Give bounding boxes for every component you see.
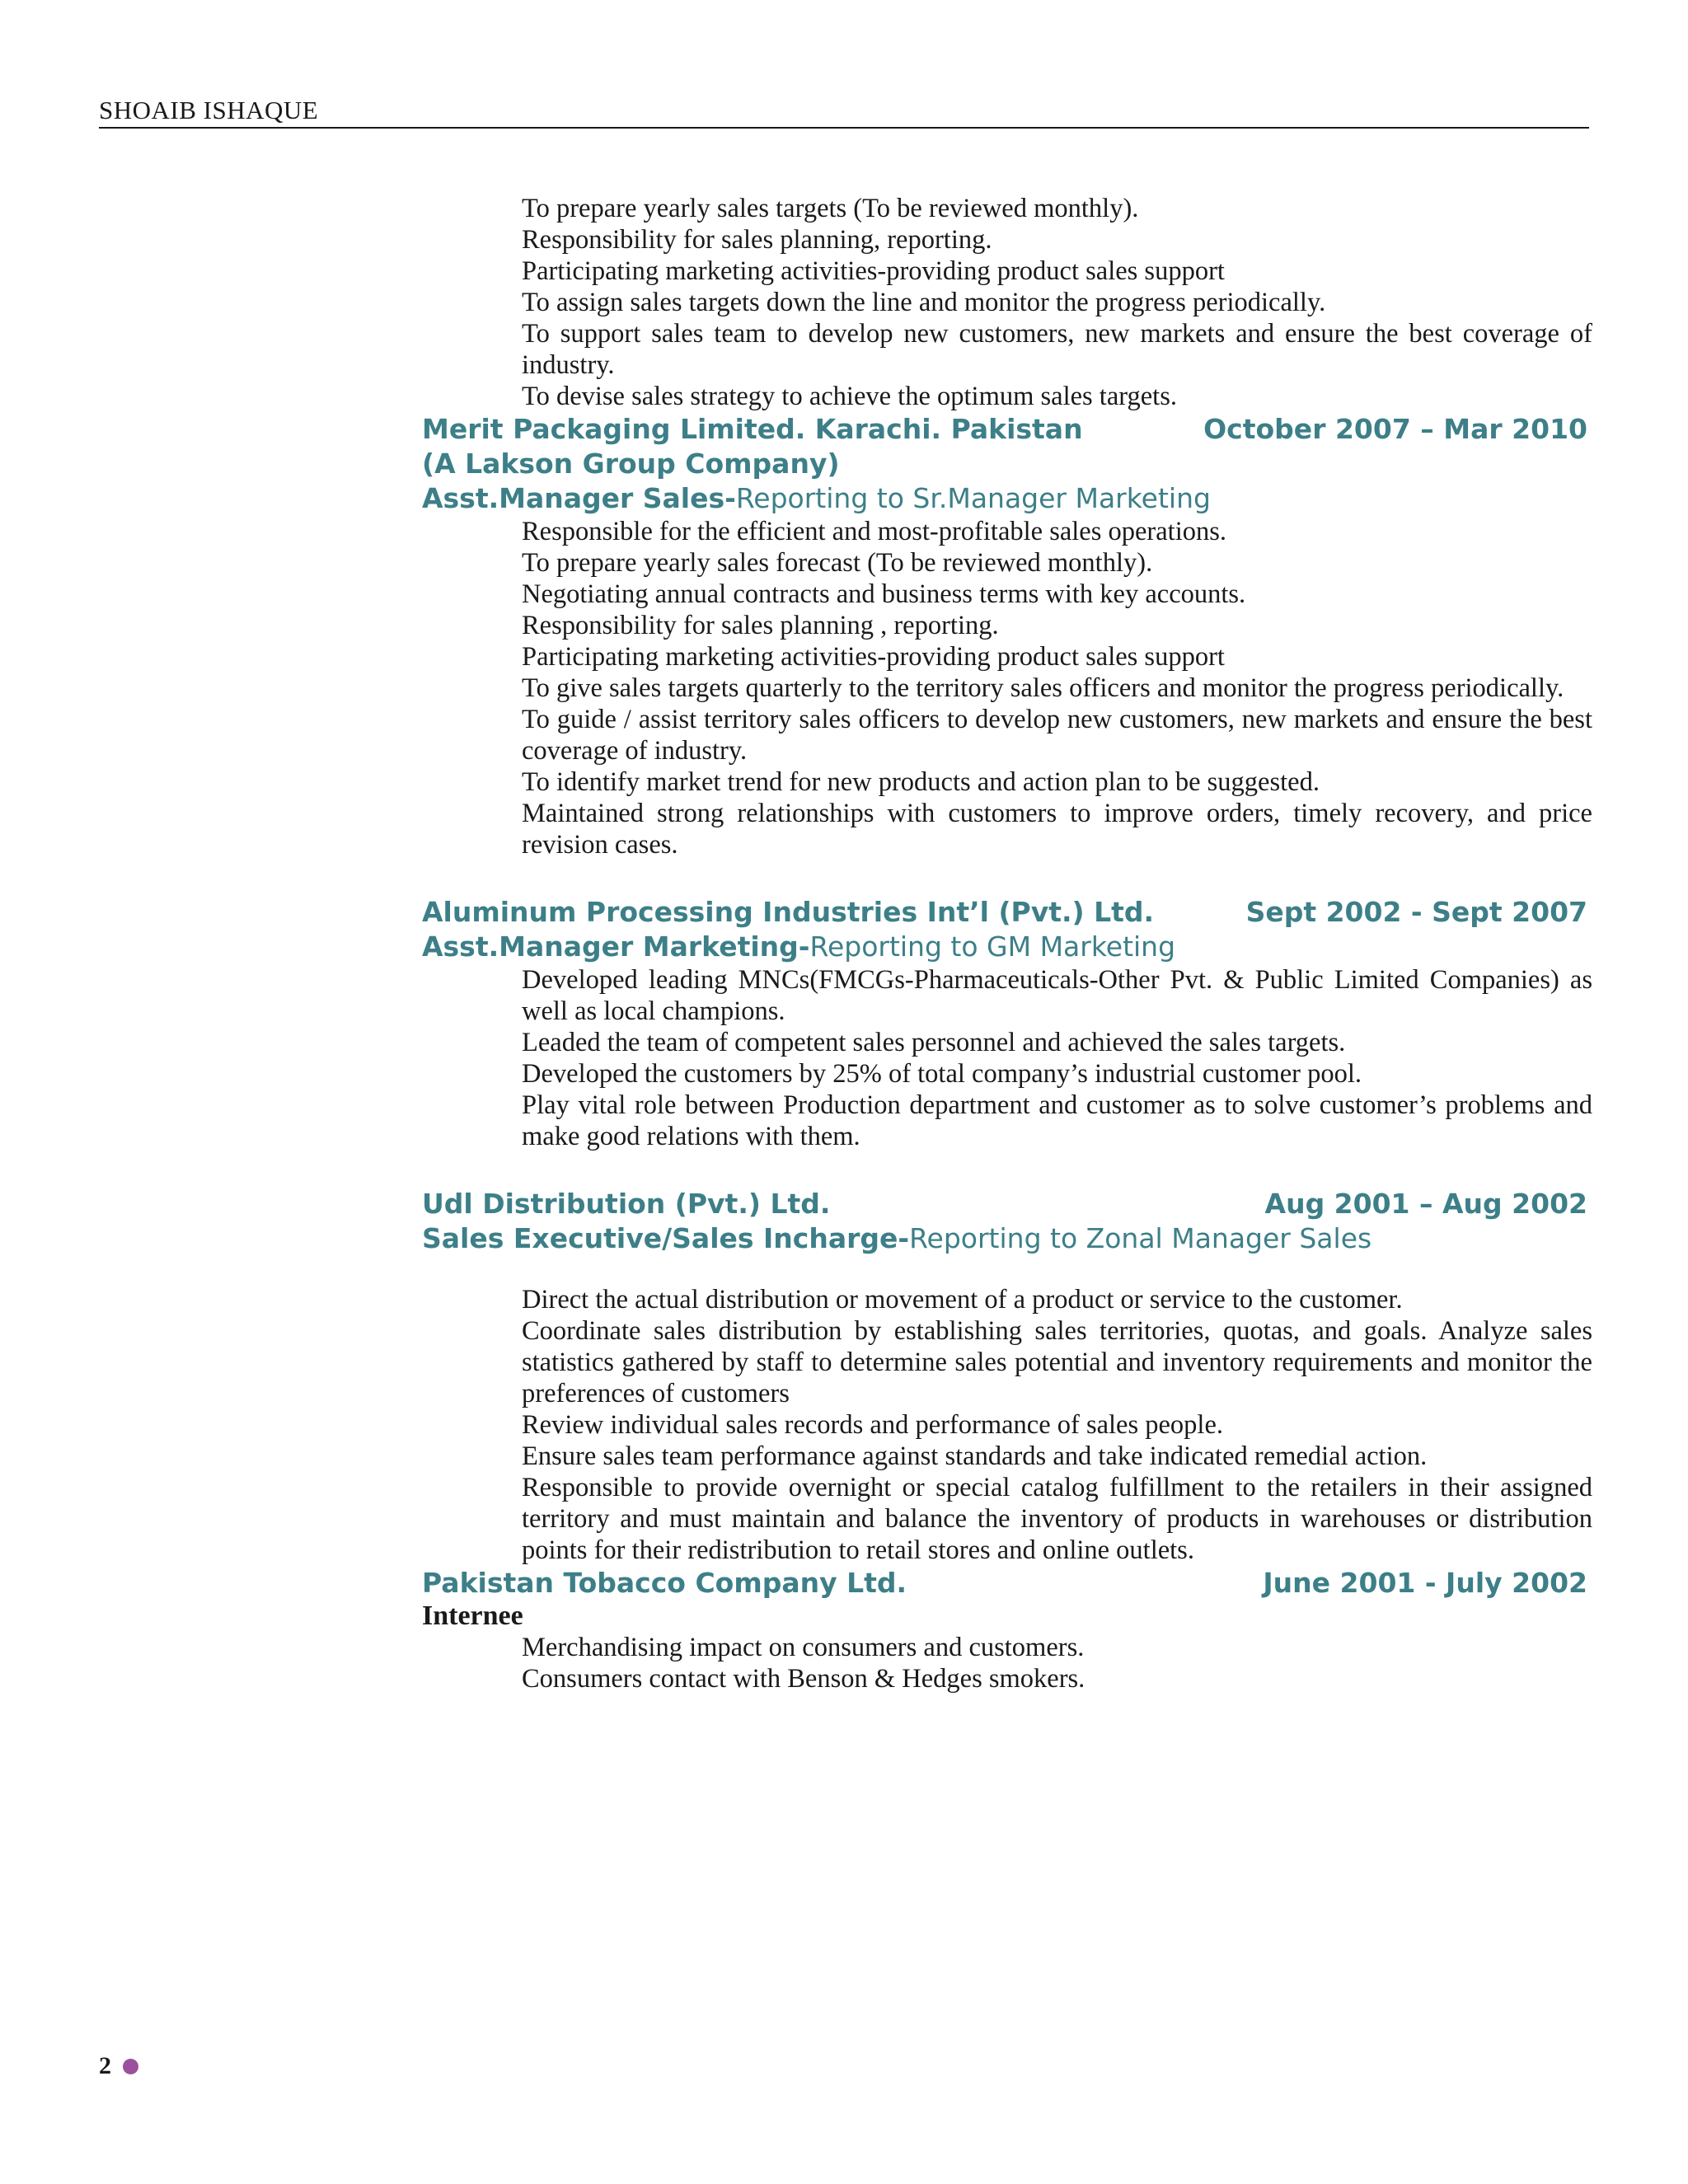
job-role xyxy=(422,481,1592,516)
spacer xyxy=(422,1152,1592,1187)
page-header xyxy=(99,96,1589,129)
reporting-line: Reporting to GM Marketing xyxy=(809,930,1176,963)
employment-dates: Sept 2002 - Sept 2007 xyxy=(1245,896,1587,928)
job-heading xyxy=(422,895,1592,930)
job-pakistan-tobacco xyxy=(422,1566,1592,1694)
company-name: Udl Distribution (Pvt.) Ltd. xyxy=(422,1188,831,1220)
list-item: To prepare yearly sales forecast (To be reviewed monthly). xyxy=(522,548,1153,578)
list-item: Developed leading MNCs(FMCGs-Pharmaceuticals-Other Pvt. & Public Limited Companies) as well as local champions. xyxy=(522,965,1592,1026)
employment-dates: June 2001 - July 2002 xyxy=(1263,1567,1587,1599)
list-item: Responsible for the efficient and most-profitable sales operations. xyxy=(522,517,1226,546)
reporting-line: Reporting to Zonal Manager Sales xyxy=(909,1222,1372,1254)
company-note: (A Lakson Group Company) xyxy=(422,448,840,480)
job-heading xyxy=(422,1566,1592,1601)
list-item: Coordinate sales distribution by establishing sales territories, quotas, and goals. Analyze sales statistics gathered by staff to determine sales potential and inventory requirements and monitor the preferences of customers xyxy=(522,1316,1592,1408)
employment-dates: October 2007 – Mar 2010 xyxy=(1203,413,1587,445)
list-item: Direct the actual distribution or movement of a product or service to the customer. xyxy=(522,1285,1403,1315)
list-item: Responsibility for sales planning, reporting. xyxy=(522,225,992,255)
job-role xyxy=(422,930,1592,964)
job-udl-distribution xyxy=(422,1187,1592,1566)
job-role xyxy=(422,1221,1592,1256)
intro-bullet-list xyxy=(522,193,1592,412)
reporting-line: Reporting to Sr.Manager Marketing xyxy=(735,482,1211,514)
job-heading xyxy=(422,412,1592,447)
job-heading xyxy=(422,1187,1592,1221)
spacer xyxy=(422,860,1592,895)
list-item: Play vital role between Production department and customer as to solve customer’s problems and make good relations with them. xyxy=(522,1090,1592,1151)
list-item: Consumers contact with Benson & Hedges smokers. xyxy=(522,1664,1085,1694)
spacer xyxy=(422,1256,1592,1284)
list-item: To support sales team to develop new customers, new markets and ensure the best coverage of industry. xyxy=(522,319,1592,380)
page-footer xyxy=(99,2052,138,2080)
list-item: Responsible to provide overnight or special catalog fulfillment to the retailers in their assigned territory and must maintain and balance the inventory of products in warehouses or distribution points for their redistribution to retail stores and online outlets. xyxy=(522,1473,1592,1565)
header-name: SHOAIB ISHAQUE xyxy=(99,96,319,124)
list-item: Negotiating annual contracts and business terms with key accounts. xyxy=(522,579,1246,609)
list-item: Ensure sales team performance against standards and take indicated remedial action. xyxy=(522,1441,1428,1471)
job-bullet-list xyxy=(522,964,1592,1152)
job-bullet-list xyxy=(522,516,1592,860)
list-item: To give sales targets quarterly to the territory sales officers and monitor the progress periodically. xyxy=(522,673,1564,703)
list-item: To identify market trend for new products and action plan to be suggested. xyxy=(522,767,1320,797)
job-aluminum-processing xyxy=(422,895,1592,1152)
role-title: Asst.Manager Marketing- xyxy=(422,930,810,963)
role-title: Asst.Manager Sales- xyxy=(422,482,736,514)
employment-dates: Aug 2001 – Aug 2002 xyxy=(1264,1188,1587,1220)
job-bullet-list xyxy=(522,1632,1592,1694)
job-bullet-list xyxy=(522,1284,1592,1566)
company-name: Aluminum Processing Industries Int’l (Pvt.) Ltd. xyxy=(422,896,1155,928)
role-title: Sales Executive/Sales Incharge- xyxy=(422,1222,910,1254)
page-number: 2 xyxy=(99,2052,111,2079)
list-item: Responsibility for sales planning , reporting. xyxy=(522,611,999,640)
list-item: Leaded the team of competent sales personnel and achieved the sales targets. xyxy=(522,1028,1346,1057)
list-item: Participating marketing activities-providing product sales support xyxy=(522,642,1225,672)
resume-content xyxy=(422,193,1592,1694)
list-item: To devise sales strategy to achieve the optimum sales targets. xyxy=(522,382,1177,411)
list-item: To assign sales targets down the line and monitor the progress periodically. xyxy=(522,288,1326,317)
job-merit-packaging xyxy=(422,412,1592,860)
list-item: Maintained strong relationships with customers to improve orders, timely recovery, and price revision cases. xyxy=(522,799,1592,860)
role-title: Internee xyxy=(422,1601,523,1631)
list-item: Participating marketing activities-providing product sales support xyxy=(522,256,1225,286)
list-item: Review individual sales records and performance of sales people. xyxy=(522,1410,1224,1440)
list-item: Merchandising impact on consumers and customers. xyxy=(522,1633,1085,1662)
company-name: Pakistan Tobacco Company Ltd. xyxy=(422,1567,907,1599)
list-item: To prepare yearly sales targets (To be reviewed monthly). xyxy=(522,194,1139,223)
company-name: Merit Packaging Limited. Karachi. Pakistan xyxy=(422,413,1083,445)
list-item: Developed the customers by 25% of total company’s industrial customer pool. xyxy=(522,1059,1362,1089)
page-dot-icon xyxy=(123,2059,138,2074)
list-item: To guide / assist territory sales officers to develop new customers, new markets and ensure the best coverage of industry. xyxy=(522,705,1592,766)
